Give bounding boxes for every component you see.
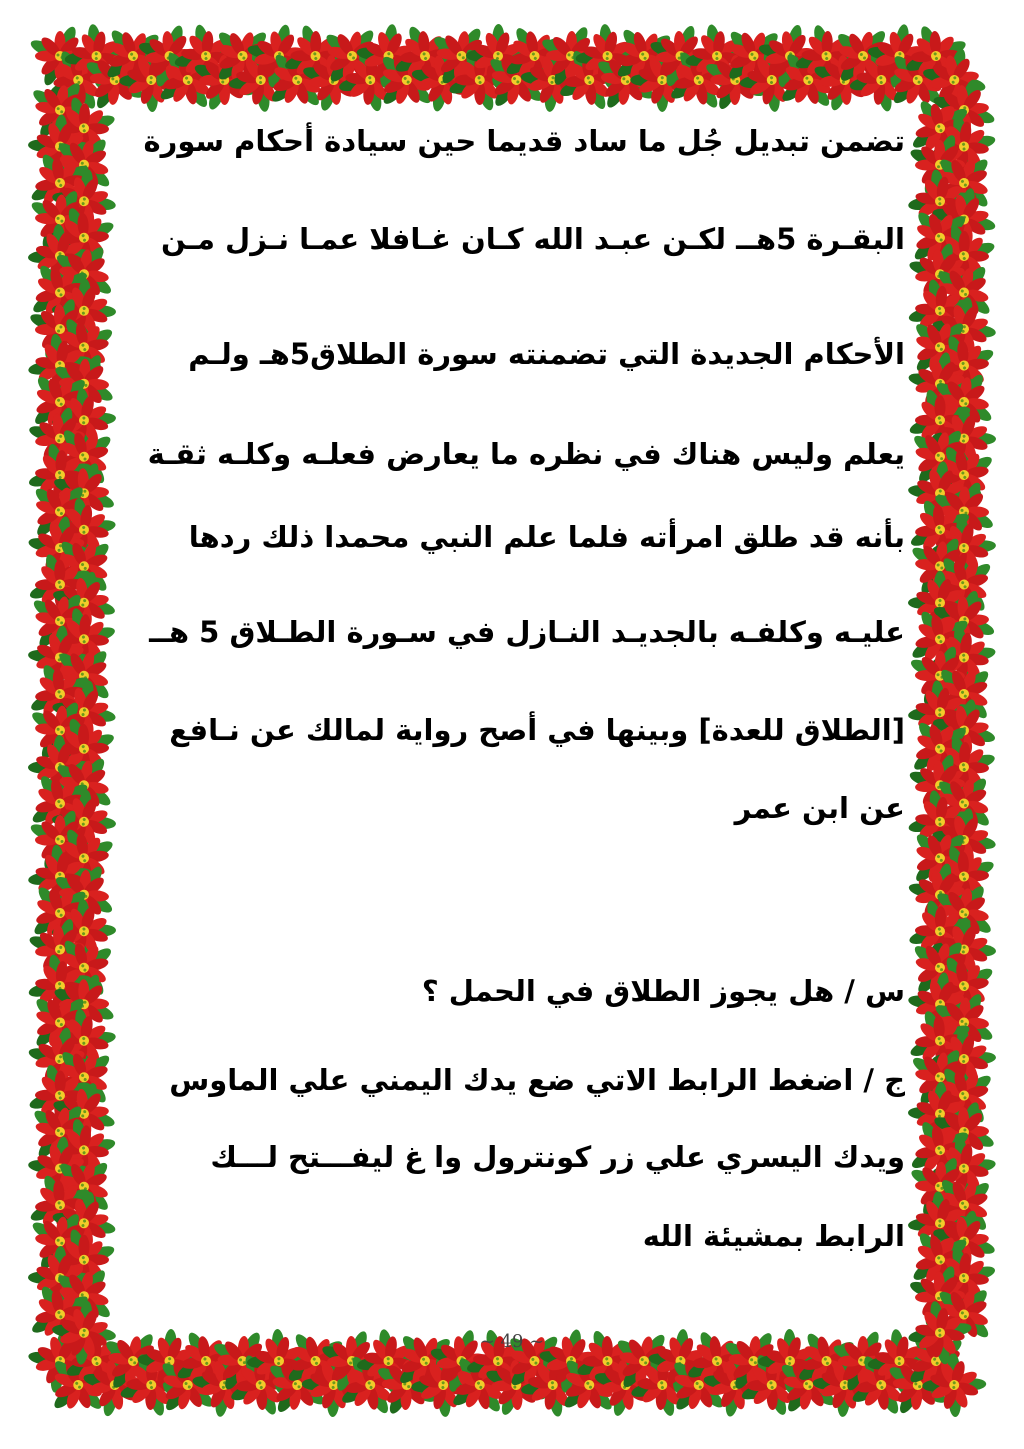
answer-line-3: الرابط بمشيئة الله xyxy=(642,1219,905,1253)
text-line-1: تضمن تبديل جُل ما ساد قديما حين سيادة أحكام سورة xyxy=(143,124,905,158)
question-line: س / هل يجوز الطلاق في الحمل ؟ xyxy=(421,974,905,1008)
page-number: ~ 49 ~ xyxy=(479,1331,545,1352)
text-line-4: يعلم وليس هناك في نظره ما يعارض فعلـه وكلـه ثقـة xyxy=(147,437,905,471)
text-line-2: البقـرة 5هــ لكـن عبـد الله كـان غـافلا عمـا نـزل مـن xyxy=(161,222,905,256)
text-line-6: عليـه وكلفـه بالجديـد النـازل في سـورة الطـلاق 5 هــ xyxy=(149,615,905,649)
text-line-5: بأنه قد طلق امرأته فلما علم النبي محمدا ذلك ردها xyxy=(188,520,905,554)
answer-line-2: ويدك اليسري علي زر كونترول وا غ ليفـــتح لـــك xyxy=(210,1140,905,1174)
text-line-3: الأحكام الجديدة التي تضمنته سورة الطلاق5هـ ولـم xyxy=(188,337,905,371)
text-line-8: عن ابن عمر xyxy=(734,791,905,825)
answer-line-1: ج / اضغط الرابط الاتي ضع يدك اليمني علي الماوس xyxy=(169,1063,905,1097)
text-line-7: [الطلاق للعدة] وبينها في أصح رواية لمالك عن نـافع xyxy=(169,713,905,747)
